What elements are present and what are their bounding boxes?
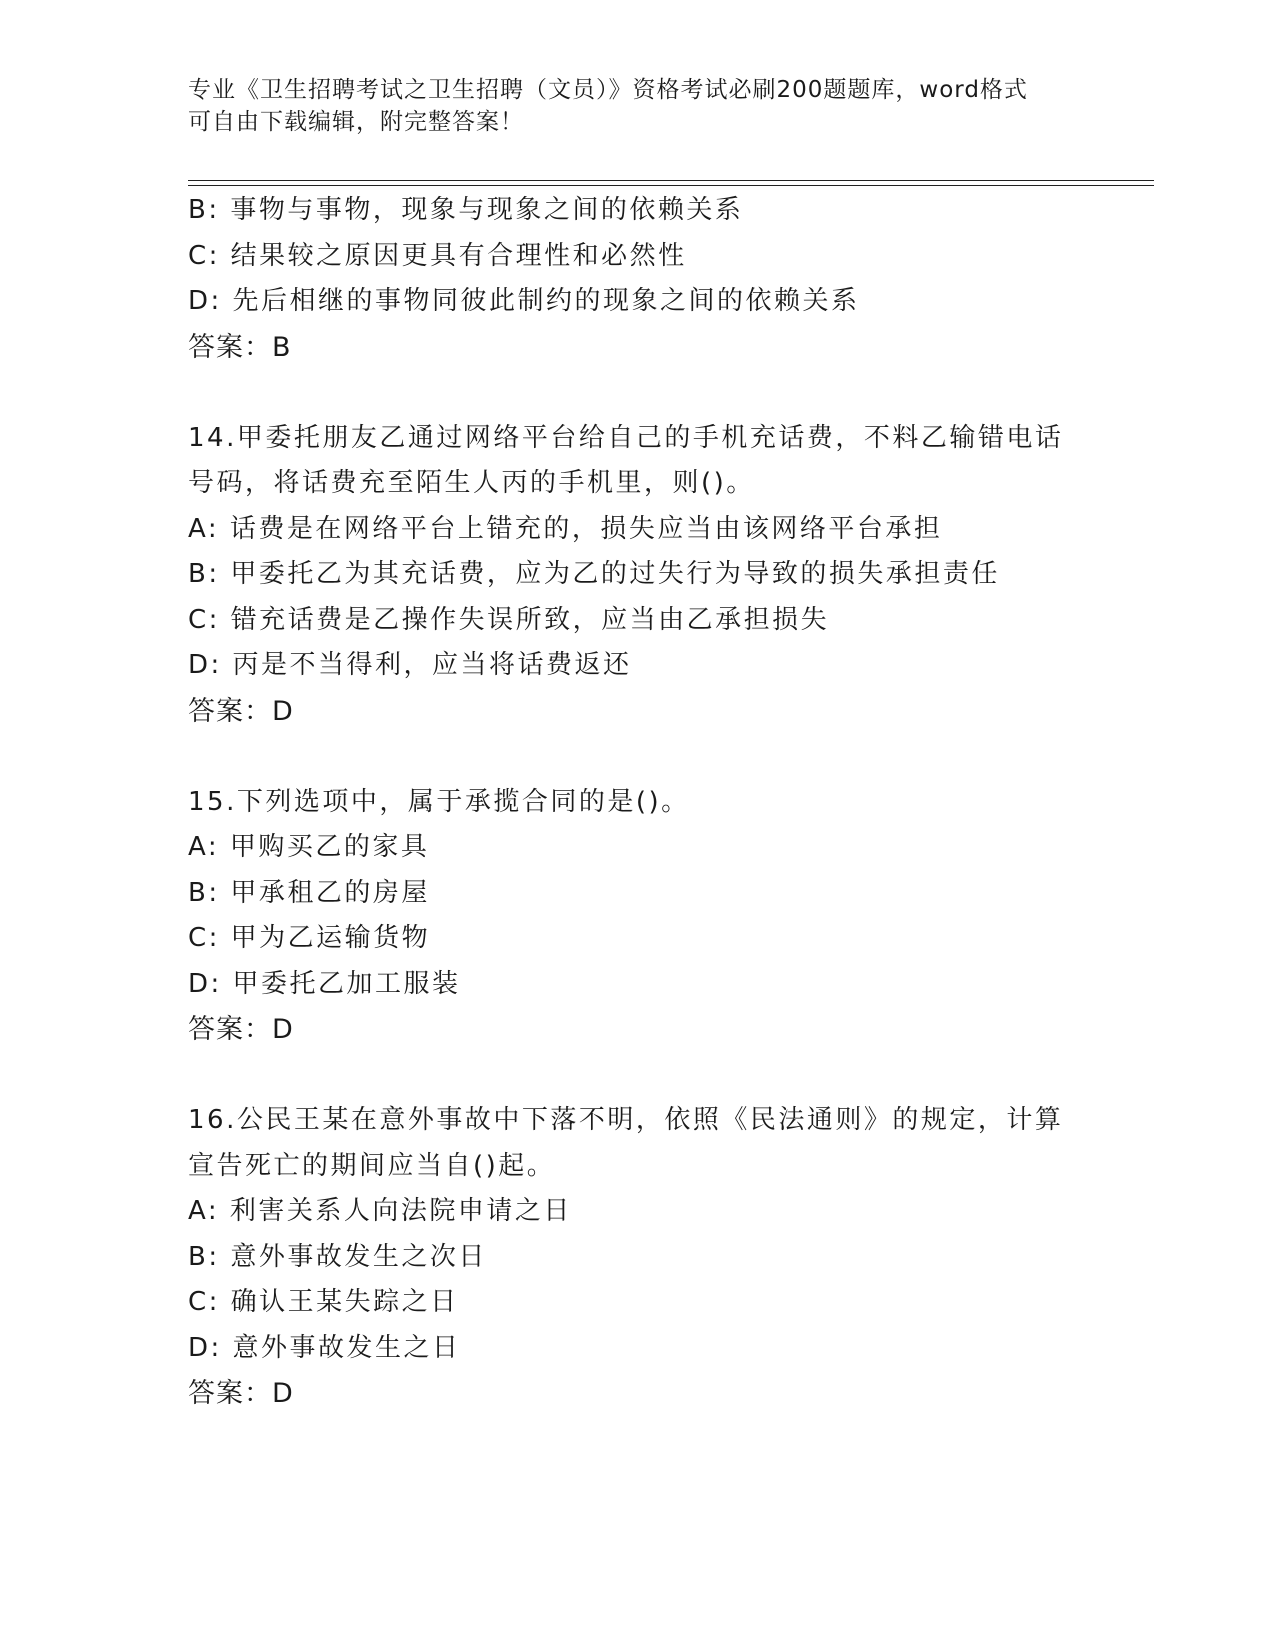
option-c: C: 结果较之原因更具有合理性和必然性 bbox=[188, 240, 687, 271]
header-line-1: 专业《卫生招聘考试之卫生招聘（文员）》资格考试必刷200题题库，word格式 bbox=[188, 77, 1028, 103]
spacer bbox=[188, 370, 1148, 416]
option-c: C: 错充话费是乙操作失误所致，应当由乙承担损失 bbox=[188, 604, 830, 635]
question-stem: 号码，将话费充至陌生人丙的手机里，则()。 bbox=[188, 468, 755, 498]
option-d: D: 甲委托乙加工服装 bbox=[188, 968, 461, 999]
option-d: D: 先后相继的事物同彼此制约的现象之间的依赖关系 bbox=[188, 286, 860, 316]
option-b: B: 甲委托乙为其充话费，应为乙的过失行为导致的损失承担责任 bbox=[188, 559, 1000, 589]
question-fragment bbox=[188, 188, 1148, 370]
question-content bbox=[188, 188, 1148, 1417]
option-a: A: 甲购买乙的家具 bbox=[188, 832, 430, 862]
answer-line: 答案：D bbox=[188, 1378, 294, 1409]
question-stem: 16.公民王某在意外事故中下落不明，依照《民法通则》的规定，计算 bbox=[188, 1105, 1064, 1135]
answer-line: 答案：D bbox=[188, 695, 294, 727]
option-c: C: 确认王某失踪之日 bbox=[188, 1287, 459, 1317]
option-b: B: 事物与事物，现象与现象之间的依赖关系 bbox=[188, 195, 744, 225]
option-d: D: 丙是不当得利，应当将话费返还 bbox=[188, 650, 632, 680]
question-stem: 15.下列选项中，属于承揽合同的是()。 bbox=[188, 786, 690, 817]
header-divider-bottom bbox=[188, 185, 1154, 186]
option-a: A: 话费是在网络平台上错充的，损失应当由该网络平台承担 bbox=[188, 513, 943, 544]
header-divider-top bbox=[188, 180, 1154, 181]
option-a: A: 利害关系人向法院申请之日 bbox=[188, 1196, 572, 1226]
option-b: B: 意外事故发生之次日 bbox=[188, 1241, 487, 1272]
question-16 bbox=[188, 1098, 1148, 1417]
spacer bbox=[188, 1053, 1148, 1099]
option-d: D: 意外事故发生之日 bbox=[188, 1332, 461, 1363]
question-15 bbox=[188, 780, 1148, 1053]
spacer bbox=[188, 734, 1148, 780]
option-c: C: 甲为乙运输货物 bbox=[188, 923, 431, 953]
answer-line: 答案：B bbox=[188, 331, 292, 363]
answer-line: 答案：D bbox=[188, 1014, 294, 1045]
header-line-2: 可自由下载编辑，附完整答案！ bbox=[188, 109, 524, 135]
document-header bbox=[188, 74, 1078, 138]
question-stem: 宣告死亡的期间应当自()起。 bbox=[188, 1150, 556, 1181]
option-b: B: 甲承租乙的房屋 bbox=[188, 877, 430, 908]
question-stem: 14.甲委托朋友乙通过网络平台给自己的手机充话费，不料乙输错电话 bbox=[188, 422, 1064, 453]
question-14 bbox=[188, 416, 1148, 735]
